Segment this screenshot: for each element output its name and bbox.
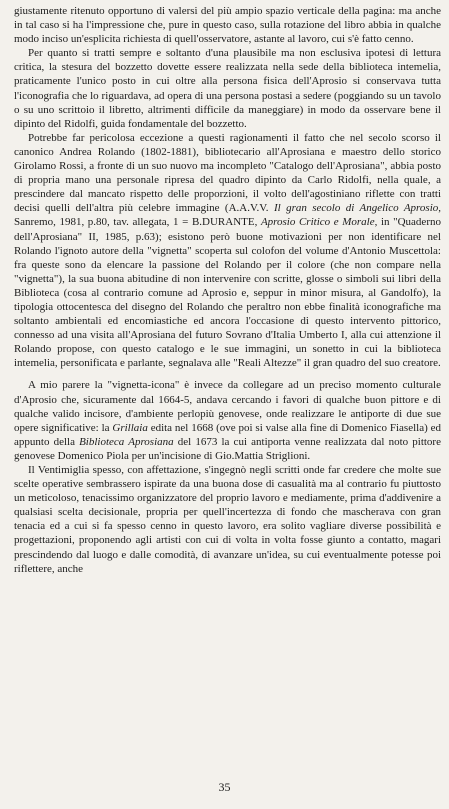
text-run: A mio parere la "vignetta-icona" è invece da collegare ad un preciso momento culturale d'Aprosio che, sicuramente dal 1664-5, andava cercando i favori di qualche buon pittore e di qualche valido incisore, d'ambiente perlopiù genovese, onde realizzare le antiporte di due sue opere significative: la	[14, 379, 441, 434]
paragraph	[14, 463, 441, 576]
text-run: Potrebbe far pericolosa eccezione a questi ragionamenti il fatto che nel secolo scorso il canonico Andrea Rolando (1802-1881), bibliotecario all'Aprosiana e maestro dello storico Girolamo Rossi, a fronte di un suo nuovo ma incompleto "Catalogo dell'Aprosiana", abbia posto di propria mano una personale ripresa del quadro dipinto da Carlo Ridolfi, nella quale, a prescindere dal mancato rispetto delle proporzioni, il volto dell'agostiniano riflette con tratti decisi quelli dell'altra più celebre immagine (A.A.V.V.	[14, 131, 441, 215]
paragraph	[14, 131, 441, 371]
italic-title: Il gran secolo di Angelico Aprosio	[273, 202, 439, 215]
italic-title: Biblioteca Aprosiana	[79, 435, 174, 448]
paragraph	[14, 378, 441, 463]
paragraph	[14, 46, 441, 131]
italic-title: Aprosio Critico e Morale	[260, 216, 375, 229]
paragraph	[14, 4, 441, 46]
page-number: 35	[218, 780, 231, 794]
text-run: Per quanto si tratti sempre e soltanto d'una plausibile ma non esclusiva ipotesi di lettura critica, la stesura del bozzetto dovette essere realizzata nella sede della biblioteca intemelia, praticamente l'unico posto in cui oltre alla persona fisica dell'Aprosio si conservava tutta l'iconografia che lo riguardava, ad opera di una persona postasi a sedere (poggiando su un tavolo o su uno scrittoio il libretto, altrimenti difficile da maneggiare) in modo da osservare bene il dipinto del Ridolfi, guida fondamentale del bozzetto.	[14, 47, 441, 130]
text-run: Il Ventimiglia spesso, con affettazione, s'ingegnò negli scritti onde far credere che molte sue scelte operative sembrassero ispirate da una buona dose di casualità ma al contrario fu piuttosto un meticoloso, tenacissimo organizzatore del proprio lavoro e mediamente, prima d'addivenire a qualsiasi scelta decisionale, propria per quell'incertezza di fondo che mascherava con gran tenacia ed a cui si fa spesso cenno in questo lavoro, era solito vagliare diverse possibilità e progettazioni, proponendo agli artisti con cui di volta in volta fosse giunto a contatto, magari prescindendo dal luogo e dalle comodità, di avanzare un'idea, su cui eventualmente potesse poi riflettere, anche	[14, 464, 441, 575]
text-run: , in "Quaderno dell'Aprosiana" II, 1985, p.63); esistono però buone motivazioni per non identificare nel Rolando l'ignoto autore della "vignetta" scoperta sul colofon del volume d'Antonio Muscettola: fra queste sono da elencare la passione del Rolando per il colore (che non compare nella "vignetta"), la sua buona abitudine di non intervenire con scritte, glosse o simboli sui libri della Biblioteca (cosa al contrario comune ad Aprosio e, seppur in minor misura, al Gandolfo), la tipologia ottocentesca del disegno del Rolando che peraltro non ebbe finalità iconografiche ma soltanto ambientali ed encomiastiche ed ancora l'occasione di questo intervento pittorico, connesso ad una visita all'Aprosiana del futuro Sovrano d'Italia Umberto I, alla cui attenzione il Rolando propose, con questo catalogo e le sue immagini, un sonetto in cui la biblioteca intemelia, personificata e parlante, segnalava alle "Reali Altezze" il gran quadro del suo creatore.	[14, 216, 441, 370]
text-run: giustamente ritenuto opportuno di valersi del più ampio spazio verticale della pagina: ma anche in tal caso si ha l'impressione che, pure in questo caso, sulla rotazione del libro abbia in qualche modo inciso un'esplicita richiesta di quell'osservatore, astante al lavoro, cui s'è fatto cenno.	[14, 5, 441, 46]
text-run: del 1673 la cui antiporta venne realizzata dal noto pittore genovese Domenico Piola per un'incisione di Gio.Mattia Striglioni.	[14, 435, 441, 462]
paragraph-gap	[14, 370, 441, 378]
italic-title: Grillaia	[112, 421, 148, 434]
body-text	[14, 4, 441, 576]
text-run: edita nel 1668 (ove poi si valse alla fine di Domenico Fiasella) ed appunto della	[14, 421, 441, 448]
text-run: , Sanremo, 1981, p.80, tav. allegata, 1 = B.DURANTE,	[14, 202, 441, 229]
